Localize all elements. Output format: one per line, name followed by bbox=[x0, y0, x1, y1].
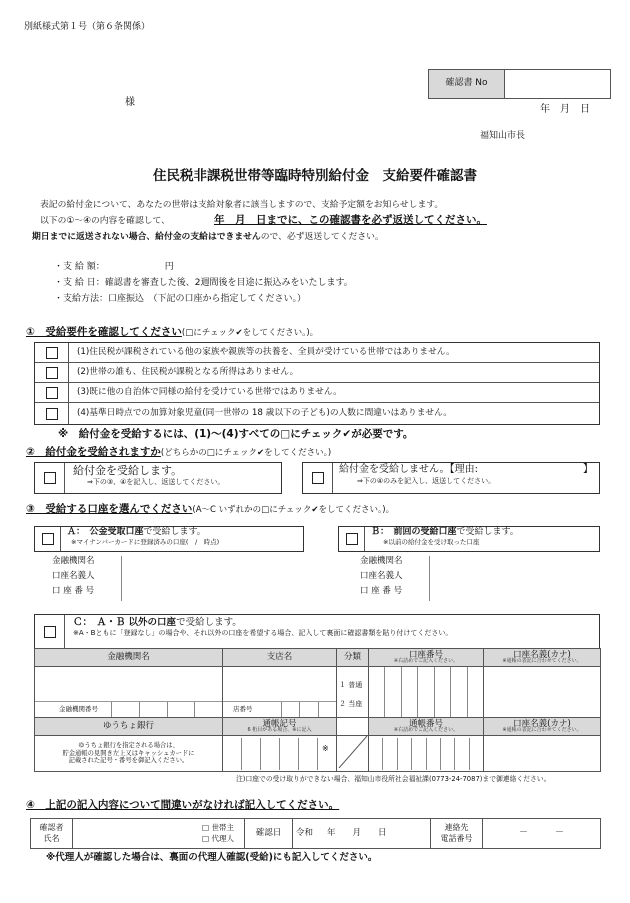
intro-line-1: 表記の給付金について、あなたの世帯は支給対象者に該当しますので、支給予定額をお知らせします。 bbox=[40, 200, 444, 210]
account-c-table bbox=[34, 648, 601, 772]
confirm-number-field[interactable] bbox=[505, 70, 610, 98]
checkbox-icon bbox=[44, 472, 56, 484]
yucho-description bbox=[35, 736, 223, 772]
checkbox-icon bbox=[346, 533, 358, 545]
account-b-number-field[interactable] bbox=[430, 586, 592, 601]
account-a-title: Ａ： 公金受取口座 bbox=[67, 527, 144, 537]
requirement-1-checkbox[interactable] bbox=[35, 343, 69, 362]
agent-footer-note: ※代理人が確認した場合は、裏面の代理人確認(受給)にも記入してください。 bbox=[46, 852, 378, 863]
option-receive-title: 給付金を受給します。 bbox=[73, 464, 183, 477]
intro-line-2 bbox=[40, 214, 487, 227]
yucho-label: ゆうちょ銀行 bbox=[35, 718, 223, 736]
requirement-3-text: (3)既に他の自治体で同様の給付を受けている世帯ではありません。 bbox=[77, 387, 342, 398]
checkbox-icon bbox=[46, 408, 58, 420]
option-decline-sub: ⇒下の④のみを記入し、返送してください。 bbox=[357, 476, 496, 485]
account-c-suffix: で受給します。 bbox=[176, 617, 242, 628]
account-c-note: ※A・Bともに「登録なし」の場合や、それ以外の口座を希望する場合、記入して裏面に確認書類を貼り付けてください。 bbox=[73, 628, 453, 637]
c-bank-cell[interactable] bbox=[35, 667, 223, 718]
intro-line-3-rest: ので、必ず返送してください。 bbox=[260, 232, 384, 242]
intro-line-3 bbox=[32, 232, 384, 243]
account-a-holder-field[interactable] bbox=[122, 571, 292, 586]
account-b-holder-label: 口座名義人 bbox=[360, 571, 430, 586]
checkbox-icon bbox=[42, 533, 54, 545]
section3-title: 口座を選んでください bbox=[87, 503, 193, 515]
c-branch-cell[interactable] bbox=[223, 667, 337, 718]
yucho-name-note: ※通帳の表記に合わせてください。 bbox=[502, 727, 582, 734]
form-number: 別紙様式第１号（第６条関係） bbox=[24, 22, 151, 32]
intro-line-2-pre: 以下の①～④の内容を確認して、 bbox=[40, 216, 170, 226]
section2-heading bbox=[26, 446, 331, 459]
requirement-4-text: (4)基準日時点での加算対象児童(同一世帯の 18 歳以下の子ども)の人数に間違いはありません。 bbox=[77, 408, 452, 419]
yucho-slash bbox=[337, 736, 369, 772]
yucho-name-field[interactable] bbox=[484, 736, 601, 772]
c-type-cell[interactable] bbox=[337, 667, 369, 718]
c-type-1: １ 普通 bbox=[339, 681, 363, 690]
option-decline-close: 】 bbox=[583, 464, 593, 475]
confirm-number-box bbox=[428, 69, 611, 99]
confirm-date-label: 確認日 bbox=[245, 819, 293, 849]
yucho-name-label: 口座名義(カナ) bbox=[513, 718, 571, 729]
account-b-holder-field[interactable] bbox=[430, 571, 592, 586]
confirm-number-label: 確認書 No bbox=[429, 70, 505, 98]
account-a-header bbox=[34, 526, 304, 552]
yucho-num-field[interactable] bbox=[369, 736, 484, 772]
section3-heading bbox=[26, 503, 394, 516]
yucho-num-label: 通帳番号 bbox=[408, 718, 443, 729]
account-b-label bbox=[365, 527, 599, 551]
requirement-2-checkbox[interactable] bbox=[35, 363, 69, 382]
method-label: ・支給方法： bbox=[54, 294, 109, 304]
yucho-num-header bbox=[369, 718, 484, 736]
account-b-header bbox=[338, 526, 600, 552]
c-header-type: 分類 bbox=[337, 649, 369, 667]
option-receive-checkbox[interactable] bbox=[35, 463, 65, 493]
page-title: 住民税非課税世帯等臨時特別給付金 支給要件確認書 bbox=[153, 168, 477, 184]
section3-note: (A～C いずれかの□にチェック✔をしてください。)。 bbox=[192, 505, 395, 515]
requirement-3 bbox=[35, 383, 599, 403]
yucho-num-note: ※右詰めでご記入ください。 bbox=[393, 727, 459, 734]
requirements-list bbox=[34, 342, 600, 425]
c-header-holder-label: 口座名義(カナ) bbox=[513, 649, 571, 660]
option-decline-title: 給付金を受給しません。【理由: bbox=[339, 464, 478, 475]
option-decline bbox=[302, 462, 600, 494]
confirmer-label-1: 確認者 bbox=[39, 823, 64, 833]
confirmer-label bbox=[31, 819, 73, 849]
account-a-holder-label: 口座名義人 bbox=[52, 571, 122, 586]
contact-label-1: 連絡先 bbox=[444, 823, 469, 833]
requirement-2 bbox=[35, 363, 599, 383]
account-c-header bbox=[34, 614, 600, 648]
account-b-fields bbox=[360, 556, 592, 601]
checkbox-icon bbox=[44, 626, 56, 638]
checkbox-icon bbox=[46, 347, 58, 359]
account-a-note: ※マイナンバーカードに登録済みの口座( / 時点) bbox=[71, 538, 220, 547]
section1-heading bbox=[26, 326, 318, 339]
section2-note: (どちらかの□にチェック✔をしてください。) bbox=[160, 448, 332, 458]
requirement-1 bbox=[35, 343, 599, 363]
yucho-book-label: 通帳記号 bbox=[262, 718, 297, 729]
c-header-number-label: 口座番号 bbox=[408, 649, 443, 660]
c-header-holder-note: ※通帳の表記に合わせてください。 bbox=[502, 658, 582, 665]
option-receive-sub: ⇒下の③、④を記入し、返送してください。 bbox=[87, 477, 225, 486]
c-branch-code-label: 店番号 bbox=[233, 705, 253, 714]
c-header-number bbox=[369, 649, 484, 667]
account-c-label bbox=[65, 615, 599, 648]
role-agent[interactable]: □ 代理人 bbox=[202, 834, 234, 844]
role-householder[interactable]: □ 世帯主 bbox=[202, 823, 234, 832]
option-receive bbox=[34, 462, 282, 494]
option-receive-content bbox=[65, 463, 281, 493]
yucho-desc-3: 記載された記号・番号を御記入ください。 bbox=[68, 757, 189, 765]
account-b-bank-field[interactable] bbox=[430, 556, 592, 571]
intro-warning: 期日までに返送されない場合、給付金の支給はできません bbox=[32, 232, 261, 242]
slash-line-icon bbox=[337, 736, 369, 768]
option-decline-content bbox=[333, 463, 599, 493]
confirmer-label-2: 氏名 bbox=[43, 833, 60, 843]
account-a-number-field[interactable] bbox=[122, 586, 292, 601]
requirement-4-checkbox[interactable] bbox=[35, 403, 69, 424]
return-deadline: 年 月 日までに、この確認書を必ず返送してください。 bbox=[213, 214, 487, 226]
yucho-book-header bbox=[223, 718, 337, 736]
confirm-date-ymd: 年 月 日 bbox=[327, 828, 387, 839]
amount-label: ・支 給 額： bbox=[54, 262, 105, 272]
account-a-bank-field[interactable] bbox=[122, 556, 292, 571]
account-b-bank-label: 金融機関名 bbox=[360, 556, 430, 571]
confirm-date-field[interactable] bbox=[293, 819, 431, 849]
amount-unit: 円 bbox=[164, 262, 174, 272]
issue-date: 年 月 日 bbox=[540, 104, 590, 115]
era: 令和 bbox=[296, 828, 314, 839]
phone-field[interactable]: － － bbox=[483, 819, 601, 849]
yucho-mark: ※ bbox=[322, 743, 329, 753]
c-header-number-note: ※右詰めでご記入ください。 bbox=[393, 658, 459, 665]
date-label: ・支 給 日： bbox=[54, 278, 105, 288]
account-b-suffix: で受給します。 bbox=[456, 527, 519, 537]
c-header-holder bbox=[484, 649, 601, 667]
account-a-label bbox=[61, 527, 303, 551]
payment-date bbox=[54, 278, 353, 289]
c-header-bank: 金融機関名 bbox=[35, 649, 223, 667]
checkbox-icon bbox=[46, 387, 58, 399]
c-bank-code-label: 金融機関番号 bbox=[59, 705, 98, 714]
c-type-2: ２ 当座 bbox=[339, 700, 363, 708]
account-a-suffix: で受給します。 bbox=[143, 527, 206, 537]
section1-title: ① 受給要件を確認してください bbox=[26, 326, 182, 338]
yucho-name-header bbox=[484, 718, 601, 736]
account-b-number-label: 口 座 番 号 bbox=[360, 586, 430, 601]
account-b-title: Ｂ： 前回の受給口座 bbox=[371, 527, 457, 537]
section2-title: ② 給付金を受給されますか bbox=[26, 446, 161, 458]
yucho-desc-2: 貯金通帳の見開き左上又はキャッシュカードに bbox=[62, 749, 195, 757]
account-a-bank-label: 金融機関名 bbox=[52, 556, 122, 571]
date-text: 確認書を審査した後、2週間後を目途に振込みをいたします。 bbox=[104, 278, 353, 288]
payment-method bbox=[54, 294, 306, 305]
yucho-book-note: 6 桁目がある場合、※に記入 bbox=[247, 727, 312, 734]
method-text: 口座振込 （下記の口座から指定してください。） bbox=[108, 294, 307, 304]
c-holder-cell[interactable] bbox=[484, 667, 601, 718]
payment-amount bbox=[54, 262, 174, 273]
c-number-cell[interactable] bbox=[369, 667, 484, 718]
yucho-slash-top bbox=[337, 718, 369, 736]
yucho-desc-1: ゆうちょ銀行を指定される場合は、 bbox=[78, 742, 179, 750]
requirements-warning: ※ 給付金を受給するには、(1)～(4)すべての□にチェック✔が必要です。 bbox=[58, 428, 414, 440]
confirmer-name-field[interactable] bbox=[73, 819, 245, 849]
account-b-note: ※以前の給付金を受け取った口座 bbox=[383, 538, 480, 547]
section4-title: ④ 上記の記入内容について間違いがなければ記入してください。 bbox=[26, 799, 340, 811]
account-a-fields bbox=[52, 556, 292, 601]
account-a-checkbox[interactable] bbox=[35, 527, 61, 551]
requirement-2-text: (2)世帯の誰も、住民税が課税となる所得はありません。 bbox=[77, 367, 299, 378]
option-decline-checkbox[interactable] bbox=[303, 463, 333, 493]
yucho-book-field[interactable] bbox=[223, 736, 337, 772]
account-a-number-label: 口 座 番 号 bbox=[52, 586, 122, 601]
account-c-title: Ｃ： Ａ・Ｂ 以外の口座 bbox=[73, 617, 177, 628]
c-header-branch: 支店名 bbox=[223, 649, 337, 667]
account-footnote: 注)口座での受け取りができない場合、福知山市役所社会福祉課(0773-24-7087)まで御連絡ください。 bbox=[236, 775, 551, 783]
account-c-checkbox[interactable] bbox=[35, 615, 65, 648]
contact-label-2: 電話番号 bbox=[440, 833, 473, 843]
section3-title-pre: ③ 受給する bbox=[26, 503, 88, 515]
confirmer-table bbox=[30, 818, 601, 849]
section1-note: (□にチェック✔をしてください。)。 bbox=[181, 328, 319, 338]
addressee-suffix: 様 bbox=[125, 97, 135, 108]
issuer: 福知山市長 bbox=[480, 131, 526, 141]
checkbox-icon bbox=[46, 367, 58, 379]
requirement-3-checkbox[interactable] bbox=[35, 383, 69, 402]
requirement-1-text: (1)住民税が課税されている他の家族や親族等の扶養を、全員が受けている世帯ではありません。 bbox=[77, 347, 455, 358]
requirement-4 bbox=[35, 403, 599, 424]
contact-label bbox=[431, 819, 483, 849]
checkbox-icon bbox=[312, 472, 324, 484]
account-b-checkbox[interactable] bbox=[339, 527, 365, 551]
